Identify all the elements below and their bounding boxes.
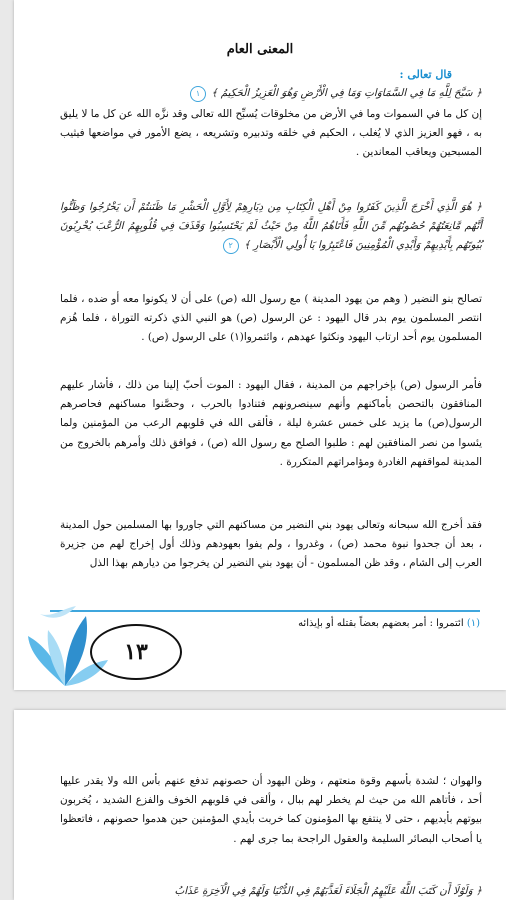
- footnote-mark: (١): [466, 618, 480, 629]
- verse-1: [60, 84, 482, 103]
- paragraph-3: فأمر الرسول (ص) بإخراجهم من المدينة ، فقال اليهود : الموت أحبّ إلينا من ذلك ، فأشار عليهم المنافقون بالتحصن بأماكنهم وأنهم سينصرونهم فتنادوا بالحرب ، وحصَّنوا مساكنهم فحاصرهم الرسول(ص) ما يزيد على خمس عشرة ليلة ، فألقى الله في قلوبهم الرعب من المؤمنين ولما يئسوا من نصر المنافقين لهم : طلبوا الصلح مع رسول الله (ص) ، فوافق ذلك وأمرهم بالخروج من المدينة لمواقفهم الغادرة ومؤامراتهم المتكررة .: [60, 379, 482, 468]
- book-page-14: [14, 710, 506, 900]
- ayah-number-1: ١: [190, 86, 206, 102]
- paragraph-2: تصالح بنو النضير ( وهم من يهود المدينة ) مع رسول الله (ص) على أن لا يكونوا معه أو ضده ، فلما انتصر المسلمون يوم بدر قال اليهود : عن الرسول (ص) هو النبي الذي ذكرته التوراة ، فلما هُزم المسلمون يوم أحد ارتاب اليهود ونكثوا عهدهم ، وائتمروا(١) على الرسول (ص) .: [60, 293, 482, 344]
- ayah-number-2: ٢: [223, 238, 239, 254]
- footnote-text: ائتمروا : أمر بعضهم بعضاً بقتله أو بإيذائه: [298, 618, 464, 629]
- footnote-divider: [50, 610, 480, 612]
- qal-label: قال تعالى :: [399, 68, 452, 81]
- paragraph-1: إن كل ما في السموات وما في الأرض من مخلوقات يُسبِّح الله تعالى وقد نزَّه الله عن كل ما لا يليق به ، فهو العزيز الذي لا يُغلب ، الحكيم في خلقه وتدبيره وتشريعه ، يضع الأمور في مواضعها فيثيب المسبحين ويعاقب المعاندين .: [60, 108, 482, 159]
- page-number: ١٣: [90, 624, 182, 680]
- paragraph-4: فقد أخرج الله سبحانه وتعالى يهود بني النضير من مساكنهم التي جاوروا بها المسلمين حول المدينة ، بعد أن جحدوا نبوة محمد (ص) ، وغدروا ، ولم يفوا بعهودهم وذلك أول إخراج لهم من جزيرة العرب إلى الشام ، وقد ظن المسلمون - أن يهود بني النضير لن يخرجوا من ديارهم بهذا الذل: [60, 519, 482, 570]
- verse-1-text: ﴿ سَبَّحَ لِلَّهِ مَا فِي السَّمَاوَاتِ وَمَا فِي الْأَرْضِ وَهُوَ الْعَزِيزُ الْحَكِيمُ ﴾: [211, 87, 482, 99]
- page2-paragraph-1: والهوان ؛ لشدة بأسهم وقوة منعتهم ، وظن اليهود أن حصونهم تدفع عنهم بأس الله ولا يقدر عليها أحد ، فأتاهم الله من حيث لم يخطر لهم ببال ، وألقى في قلوبهم الخوف والفزع الشديد ، يُخربون بيوتهم بأيديهم ، حتى لا ينتفع بها المؤمنون كما خربت بأيدي المؤمنين حين هدموا حصونهم ، فاتعظوا يا أصحاب البصائر السليمة والعقول الراجحة بما جرى لهم .: [60, 775, 482, 845]
- verse-2: [60, 198, 482, 256]
- page2-verse-partial: ﴿ وَلَوْلَا أَن كَتَبَ اللَّهُ عَلَيْهِمُ الْجَلَاءَ لَعَذَّبَهُمْ فِي الدُّنْيَا وَلَهُمْ فِي الْآخِرَةِ عَذَابُ: [174, 885, 482, 897]
- footnote: [150, 618, 480, 629]
- verse-2-text: ﴿ هُوَ الَّذِي أَخْرَجَ الَّذِينَ كَفَرُوا مِنْ أَهْلِ الْكِتَابِ مِن دِيَارِهِمْ لِأَوَّلِ الْحَشْرِ مَا ظَنَنتُمْ أَن يَخْرُجُوا وَظَنُّوا أَنَّهُم مَّانِعَتُهُمْ حُصُونُهُم مِّنَ اللَّهِ فَأَتَاهُمُ اللَّهُ مِنْ حَيْثُ لَمْ يَحْتَسِبُوا وَقَذَفَ فِي قُلُوبِهِمُ الرُّعْبَ يُخْرِبُونَ بُيُوتَهُم بِأَيْدِيهِمْ وَأَيْدِي الْمُؤْمِنِينَ فَاعْتَبِرُوا يَا أُولِي الْأَبْصَارِ ﴾: [60, 201, 482, 252]
- book-page-13: [14, 0, 506, 690]
- page-title: المعنى العام: [226, 42, 294, 57]
